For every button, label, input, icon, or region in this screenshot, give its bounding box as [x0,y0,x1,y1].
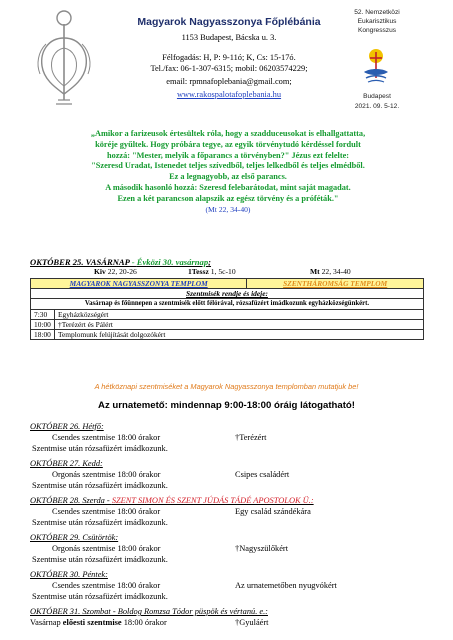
mass-intention: Egy család szándékára [235,507,311,516]
table-row [31,329,424,339]
website-link[interactable]: www.rakospalotafoplebania.hu [176,90,282,99]
parish-logo [28,8,100,108]
rosary-note: Szentmise után rózsafüzért imádkozunk. [32,444,168,453]
schedule-note: Vasárnap és főünnepen a szentmisék előtt félórával, rózsafüzért imádkozunk egyházközségünkért. [31,299,424,309]
quote-reference: (Mt 22, 34-40) [205,204,251,214]
parish-title: Magyarok Nagyasszonya Főplébánia [137,16,321,28]
rosary-note: Szentmise után rózsafüzért imádkozunk. [32,555,168,564]
day-block [30,532,430,565]
mass-intention: Templomunk felújítását dolgozókért [55,329,424,339]
mass-intention: Az urnatemetőben nyugvókért [235,581,337,590]
rosary-note: Szentmise után rózsafüzért imádkozunk. [32,592,168,601]
congress-line-3: Kongresszus [357,27,397,34]
quote-line: Ezen a két parancson alapszik az egész törvény és a próféták." [117,193,339,203]
mass-info: Csendes szentmise 18:00 órakor [52,433,161,442]
mass-time: 7:30 [31,309,55,319]
quote-line: Ez a legnagyobb, az első parancs. [169,172,287,182]
phone-numbers: Tel./fax: 06-1-307-6315; mobil: 06203574229; [150,64,308,73]
office-hours: Félfogadás: H, P: 9-11ó; K, Cs: 15-17ó. [162,53,296,62]
mass-intention: Egyházközségért [55,309,424,319]
mass-intention: Csipes családért [235,470,290,479]
mass-info: Orgonás szentmise 18:00 órakor [52,470,161,479]
gospel-quote [28,129,428,215]
table-row [31,319,424,329]
day-title: OKTÓBER 30. Péntek: [30,570,108,579]
urn-cemetery-notice: Az urnatemető: mindennap 9:00-18:00 óráig látogatható! [98,400,355,411]
mass-info: Orgonás szentmise 18:00 órakor [52,544,161,553]
quote-line: „Amikor a farizeusok értesültek róla, hogy a szadduceusokat is elhallgattatta, [90,129,366,138]
sunday-feast: Évközi 30. vasárnap [136,257,209,267]
congress-line-1: 52. Nemzetközi [354,9,400,16]
reading-1: Kiv 22, 20-26 [94,267,137,276]
day-title: OKTÓBER 29. Csütörtök: [30,533,119,542]
quote-line: "Szeresd Uradat, Istenedet teljes szívedből, teljes lelkedből és teljes elmédből. [91,161,365,171]
congress-location [340,92,414,111]
mass-intention: †Gyuláért [235,618,269,627]
mass-info: Csendes szentmise 18:00 órakor [52,581,161,590]
sunday-date: OKTÓBER 25. VASÁRNAP [30,257,130,267]
mass-intention: †Terézért és Pálért [55,319,424,329]
mass-schedule-table [30,278,424,340]
parish-address: 1153 Budapest, Bácska u. 3. [181,33,277,42]
day-block [30,458,430,491]
quote-line: A második hasonló hozzá: Szeresd felebarátodat, mint saját magadat. [105,182,351,192]
reading-3: Mt 22, 34-40 [310,267,351,276]
rosary-note: Szentmise után rózsafüzért imádkozunk. [32,481,168,490]
day-title: OKTÓBER 27. Kedd: [30,459,103,468]
mass-time: 18:00 [31,329,55,339]
church-right-header: SZENTHÁROMSÁG TEMPLOM [247,279,424,289]
day-block [30,569,430,602]
mass-info: Vasárnap előesti szentmise 18:00 órakor [30,618,167,627]
sunday-heading: OKTÓBER 25. VASÁRNAP - Évközi 30. vasárnap; [30,257,212,267]
eucharistic-congress-logo [358,46,394,86]
day-block [30,606,430,628]
table-row [31,309,424,319]
mass-intention: †Terézért [235,433,267,442]
rosary-note: Szentmise után rózsafüzért imádkozunk. [32,518,168,527]
feast-name: SZENT SIMON ÉS SZENT JÚDÁS TÁDÉ APOSTOLOK Ü.: [111,496,314,505]
schedule-subheader: Szentmisék rendje és ideje: [31,289,424,299]
congress-dates: 2021. 09. 5-12. [354,102,400,110]
day-title: OKTÓBER 31. Szombat - Boldog Romzsa Tódor püspök és vértanú. e.: [30,607,268,616]
weekday-notice: A hétköznapi szentmiséket a Magyarok Nagyasszonya templomban mutatjuk be! [94,382,359,391]
email-address: email: rpmnafoplebania@gmail.com; [166,77,292,86]
quote-line: köréje gyűltek. Hogy próbára tegye, az egyik törvénytudó kérdéssel fordult [95,139,361,149]
quote-line: hozzá: "Mester, melyik a főparancs a törvényben?" Jézus ezt felelte: [106,150,350,160]
day-title: OKTÓBER 28. Szerda - SZENT SIMON ÉS SZENT JÚDÁS TÁDÉ APOSTOLOK Ü.: [30,496,314,505]
congress-label [340,8,414,35]
reading-2: 1Tessz 1, 5c-10 [188,267,236,276]
day-block [30,421,430,454]
mass-time: 10:00 [31,319,55,329]
day-title: OKTÓBER 26. Hétfő: [30,422,104,431]
congress-city: Budapest [363,93,391,100]
church-left-header: MAGYAROK NAGYASSZONYA TEMPLOM [31,279,247,289]
mass-intention: †Nagyszülőkért [235,544,289,553]
day-block [30,495,430,528]
mass-info: Csendes szentmise 18:00 órakor [52,507,161,516]
congress-line-2: Eukarisztikus [357,18,397,25]
